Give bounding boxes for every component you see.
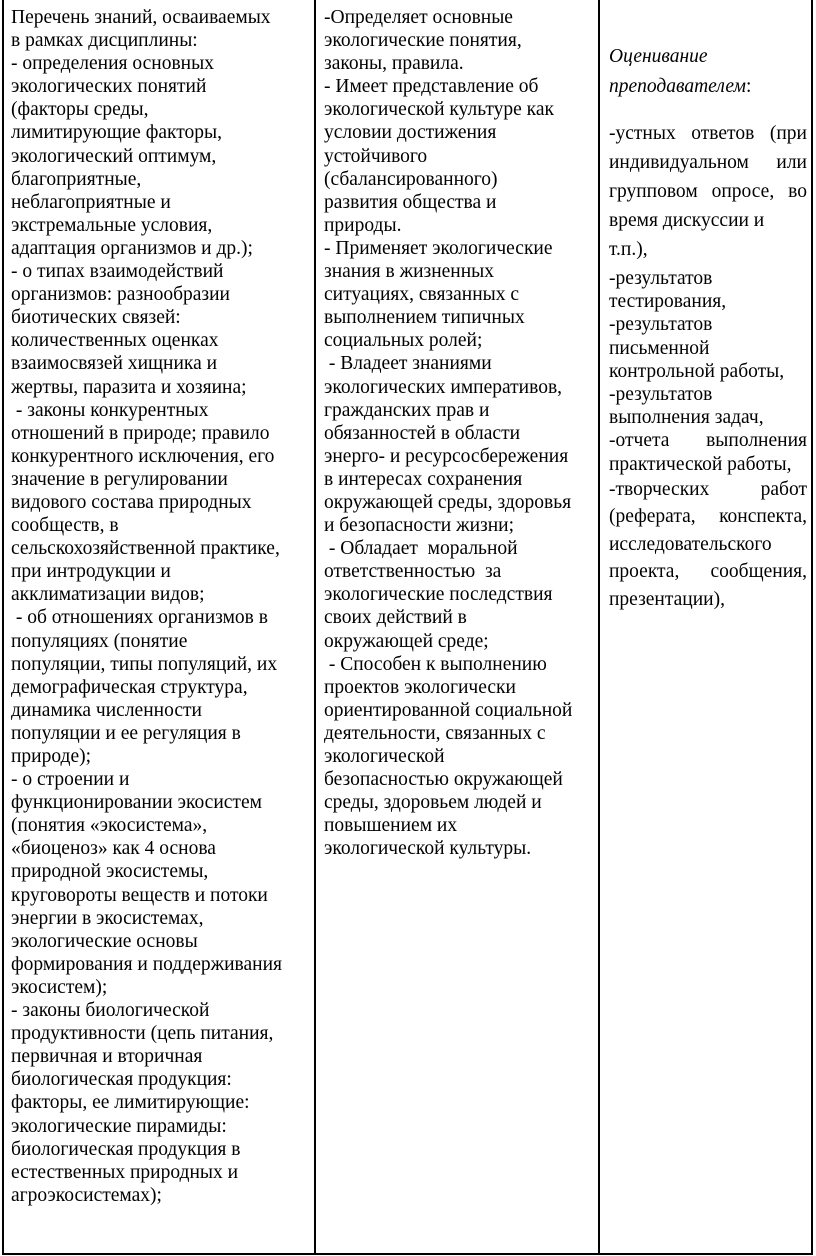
assessment-column xyxy=(600,0,811,1253)
oral-answers-item xyxy=(609,119,807,264)
oral-line: время дискуссии и xyxy=(609,210,765,231)
knowledge-line: неблагоприятные и xyxy=(11,191,171,213)
skills-line: своих действий в xyxy=(324,607,467,629)
knowledge-column xyxy=(4,0,316,1253)
creative-word: (реферата, xyxy=(609,506,696,528)
skills-line: - Способен к выполнению xyxy=(324,653,547,675)
knowledge-line: экологический оптимум, xyxy=(11,145,217,167)
knowledge-line: при интродукции и xyxy=(11,561,171,583)
creative-works-item xyxy=(609,476,807,614)
skills-line: энерго- и ресурсосбережения xyxy=(324,445,569,467)
skills-line: выполнением типичных xyxy=(324,307,525,329)
skills-line: экологической культуре как xyxy=(324,99,554,121)
skills-column xyxy=(316,0,600,1253)
skills-line: - Обладает моральной xyxy=(324,538,518,560)
knowledge-line: значение в регулировании xyxy=(11,468,228,490)
knowledge-line: популяции, типы популяций, их xyxy=(11,653,278,675)
knowledge-line: видового состава природных xyxy=(11,491,252,513)
knowledge-line: агроэкосистемах); xyxy=(11,1184,162,1206)
skills-line: экологической xyxy=(324,746,445,767)
knowledge-line: конкурентного исключения, его xyxy=(11,445,275,467)
oral-word: ответов xyxy=(691,123,755,144)
knowledge-line: естественных природных и xyxy=(11,1161,239,1183)
knowledge-line: формирования и поддерживания xyxy=(11,953,282,975)
creative-word: конспекта, xyxy=(719,506,807,528)
skills-line: безопасностью окружающей xyxy=(324,769,563,791)
skills-line: деятельности, связанных с xyxy=(324,722,546,744)
results-line: выполнения задач, xyxy=(609,407,764,429)
results-line: тестирования, xyxy=(609,291,727,313)
skills-line: ответственностью за xyxy=(324,561,502,583)
knowledge-line: первичная и вторичная xyxy=(11,1046,203,1068)
skills-line: гражданских прав и xyxy=(324,399,490,421)
knowledge-line: (факторы среды, xyxy=(11,99,149,121)
knowledge-line: природной экосистемы, xyxy=(11,861,209,883)
knowledge-line: организмов: разнообразии xyxy=(11,284,230,306)
knowledge-line: - законы конкурентных xyxy=(11,399,209,421)
knowledge-line: Перечень знаний, осваиваемых xyxy=(11,7,271,28)
knowledge-line: (понятия «экосистема», xyxy=(11,815,208,837)
knowledge-line: - о строении и xyxy=(11,769,130,791)
results-line: -результатов xyxy=(609,314,713,336)
skills-line: условии достижения xyxy=(324,122,497,144)
results-line: письменной xyxy=(609,337,710,359)
knowledge-line: экологические пирамиды: xyxy=(11,1115,227,1137)
creative-word: работ xyxy=(760,478,807,500)
knowledge-line: взаимосвязей хищника и xyxy=(11,353,218,375)
oral-line: т.п.), xyxy=(609,239,648,260)
knowledge-line: отношений в природе; правило xyxy=(11,422,270,444)
knowledge-line: биологическая продукция: xyxy=(11,1069,232,1091)
skills-line: экологические понятия, xyxy=(324,30,522,52)
report-word: -отчета xyxy=(609,430,670,452)
knowledge-line: «биоценоз» как 4 основа xyxy=(11,838,216,860)
oral-word: или xyxy=(776,152,807,173)
knowledge-line: популяции и ее регуляция в xyxy=(11,722,241,744)
knowledge-line: динамика численности xyxy=(11,699,202,721)
skills-line: экологических императивов, xyxy=(324,376,563,398)
creative-line: презентации), xyxy=(609,588,725,610)
knowledge-line: - о типах взаимодействий xyxy=(11,261,224,283)
skills-line: законы, правила. xyxy=(324,53,464,75)
skills-line: среды, здоровьем людей и xyxy=(324,792,542,814)
skills-line: в интересах сохранения xyxy=(324,468,523,490)
skills-line: повышением их xyxy=(324,815,458,837)
knowledge-line: экологических понятий xyxy=(11,76,207,98)
skills-line: проектов экологически xyxy=(324,676,516,698)
knowledge-line: функционировании экосистем xyxy=(11,792,262,814)
creative-word: сообщения, xyxy=(710,561,807,583)
knowledge-line: акклиматизации видов; xyxy=(11,584,205,606)
skills-line: экологические последствия xyxy=(324,584,553,606)
knowledge-line: экстремальные условия, xyxy=(11,214,213,236)
results-line: -результатов xyxy=(609,384,713,406)
skills-line: ориентированной социальной xyxy=(324,699,573,721)
skills-line: - Применяет экологические xyxy=(324,237,553,259)
knowledge-line: жертвы, паразита и хозяина; xyxy=(11,376,247,398)
knowledge-line: благоприятные, xyxy=(11,168,142,190)
oral-word: (при xyxy=(769,123,807,144)
skills-line: экологической культуры. xyxy=(324,838,532,860)
knowledge-line: количественных оценках xyxy=(11,330,219,352)
assessment-heading-colon: : xyxy=(745,76,752,97)
knowledge-line: биологическая продукция в xyxy=(11,1138,241,1160)
knowledge-line: факторы, ее лимитирующие: xyxy=(11,1092,250,1114)
skills-line: окружающей среде; xyxy=(324,630,489,652)
report-line: практической работы, xyxy=(609,453,792,475)
knowledge-line: энергии в экосистемах, xyxy=(11,907,204,929)
skills-line: - Имеет представление об xyxy=(324,76,539,98)
knowledge-line: сообществ, в xyxy=(11,515,119,537)
oral-word: -устных xyxy=(609,123,676,144)
results-line: контрольной работы, xyxy=(609,360,785,382)
knowledge-line: природе); xyxy=(11,746,92,767)
results-items xyxy=(609,267,807,476)
skills-line: - Владеет знаниями xyxy=(324,353,492,375)
assessment-heading-line1: Оценивание xyxy=(609,46,708,67)
skills-line: знания в жизненных xyxy=(324,261,495,283)
skills-line: и безопасности жизни; xyxy=(324,515,515,537)
knowledge-line: - определения основных xyxy=(11,53,214,75)
oral-word: групповом xyxy=(609,181,698,202)
knowledge-line: в рамках дисциплины: xyxy=(11,30,198,52)
creative-word: проекта, xyxy=(609,561,680,583)
skills-line: социальных ролей; xyxy=(324,330,483,352)
skills-line: окружающей среды, здоровья xyxy=(324,491,572,513)
knowledge-line: продуктивности (цепь питания, xyxy=(11,1023,274,1045)
creative-line: исследовательского xyxy=(609,533,772,555)
knowledge-line: - законы биологической xyxy=(11,1000,210,1022)
knowledge-line: экологические основы xyxy=(11,930,198,952)
knowledge-line: сельскохозяйственной практике, xyxy=(11,538,280,560)
knowledge-line: экосистем); xyxy=(11,976,108,998)
assessment-heading-line2: преподавателем xyxy=(609,76,746,97)
skills-line: (сбалансированного) xyxy=(324,168,498,190)
report-word: выполнения xyxy=(706,430,807,452)
results-line: -результатов xyxy=(609,268,713,289)
knowledge-line: лимитирующие факторы, xyxy=(11,122,222,144)
creative-word: -творческих xyxy=(609,478,710,500)
knowledge-line: биотических связей: xyxy=(11,307,181,329)
oral-word: во xyxy=(788,181,807,202)
competency-table xyxy=(2,0,813,1255)
knowledge-line: демографическая структура, xyxy=(11,676,248,698)
skills-line: ситуациях, связанных с xyxy=(324,284,520,306)
knowledge-line: - об отношениях организмов в xyxy=(11,607,268,629)
knowledge-line: круговороты веществ и потоки xyxy=(11,884,268,906)
skills-line: устойчивого xyxy=(324,145,428,167)
knowledge-line: популяциях (понятие xyxy=(11,630,188,652)
skills-line: обязанностей в области xyxy=(324,422,521,444)
oral-word: опросе, xyxy=(711,181,775,202)
skills-line: развития общества и xyxy=(324,191,497,213)
skills-line: -Определяет основные xyxy=(324,7,513,28)
oral-word: индивидуальном xyxy=(609,152,749,173)
skills-line: природы. xyxy=(324,214,402,236)
assessment-heading xyxy=(609,42,807,102)
knowledge-line: адаптация организмов и др.); xyxy=(11,237,253,259)
